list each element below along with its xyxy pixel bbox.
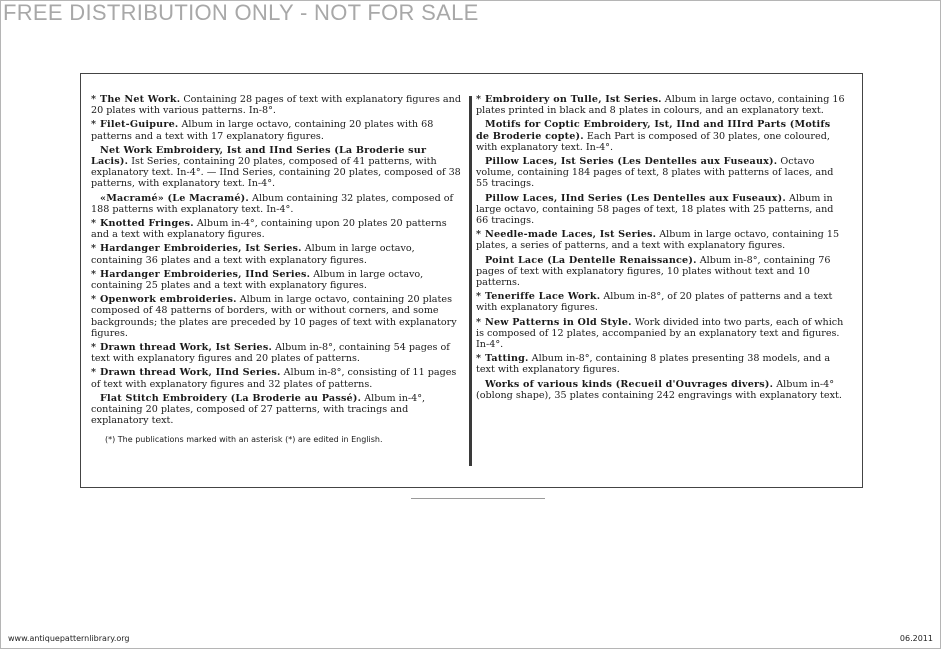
entry-title: The Net Work. (100, 94, 181, 105)
entry-title: Filet-Guipure. (100, 119, 179, 131)
entry-description: Album in large octavo, containing 58 pages of text, 18 plates with 25 patterns, and 66 tracings. (476, 192, 834, 227)
entry-title: Embroidery on Tulle, Ist Series. (485, 94, 662, 105)
catalog-entry (476, 94, 846, 116)
entry-title: Drawn thread Work, Ist Series. (100, 342, 273, 354)
catalog-entry (476, 379, 846, 401)
bottom-rule (411, 498, 545, 499)
entry-description: Album in-8°, consisting of 11 pages of text with explanatory figures and 32 plates of patterns. (91, 367, 457, 390)
left-column (91, 94, 463, 446)
catalog-entry (91, 294, 463, 339)
footer-date: 06.2011 (899, 634, 933, 643)
entry-description: Work divided into two parts, each of which is composed of 12 plates, accompanied by an explanatory text and figures. In-4°. (476, 316, 844, 351)
asterisk-marker: * (91, 218, 97, 230)
catalog-entry (476, 119, 846, 153)
entry-description: Album containing 32 plates, composed of 188 patterns with explanatory text. In-4°. (91, 192, 454, 215)
entry-description: Album in-4°, containing upon 20 plates 20 patterns and a text with explanatory figures. (91, 218, 447, 241)
entry-title: New Patterns in Old Style. (485, 316, 632, 328)
asterisk-marker: * (91, 243, 97, 255)
entry-title: Needle-made Laces, Ist Series. (485, 229, 657, 241)
entry-description: Octavo volume, containing 184 pages of text, 8 plates with patterns of laces, and 55 tracings. (476, 156, 834, 190)
distribution-banner: FREE DISTRIBUTION ONLY - NOT FOR SALE (3, 0, 479, 25)
entry-title: Net Work Embroidery, Ist and IInd Series (La Broderie sur Lacis). (91, 144, 427, 168)
right-column (476, 94, 846, 404)
entry-title: Works of various kinds (Recueil d'Ouvrages divers). (485, 378, 774, 390)
entry-description: Album in-8°, of 20 plates of patterns and a text with explanatory figures. (476, 291, 833, 314)
asterisk-marker: * (91, 119, 97, 131)
entry-description: Album in large octavo, containing 20 plates with 68 patterns and a text with 17 explanatory figures. (91, 119, 434, 142)
entry-description: Album in-8°, containing 76 pages of text with explanatory figures, 10 plates without text and 10 patterns. (476, 254, 831, 289)
asterisk-marker: * (476, 291, 482, 303)
catalog-entry (91, 342, 463, 364)
entry-description: Each Part is composed of 30 plates, one coloured, with explanatory text. In-4°. (476, 130, 830, 153)
asterisk-note: (*) The publications marked with an asterisk (*) are edited in English. (105, 435, 383, 445)
catalog-entry (476, 353, 846, 375)
entry-title: Drawn thread Work, IInd Series. (100, 367, 281, 379)
catalog-entry (91, 193, 463, 215)
entry-description: Album in large octavo, containing 16 plates printed in black and 8 plates in colours, and an explanatory text. (476, 94, 845, 117)
asterisk-marker: * (476, 353, 482, 365)
column-divider (469, 96, 472, 466)
entry-title: Knotted Fringes. (100, 218, 194, 230)
entry-title: Tatting. (485, 353, 529, 365)
catalog-entry (91, 269, 463, 291)
catalog-entry (91, 94, 463, 116)
entry-title: Flat Stitch Embroidery (La Broderie au Passé). (100, 392, 362, 404)
asterisk-marker: * (476, 94, 482, 105)
asterisk-marker: * (476, 229, 482, 241)
catalog-entry (476, 291, 846, 313)
asterisk-marker: * (91, 94, 97, 105)
catalog-entry (476, 156, 846, 190)
entry-title: Openwork embroideries. (100, 294, 237, 306)
catalog-entry (91, 119, 463, 141)
asterisk-marker: * (476, 316, 482, 328)
entry-title: Pillow Laces, IInd Series (Les Dentelles aux Fuseaux). (485, 192, 786, 204)
catalog-entry (476, 193, 846, 227)
entry-description: Album in-8°, containing 54 pages of text with explanatory figures and 20 plates of patterns. (91, 342, 450, 365)
entry-description: Album in large octavo, containing 15 plates, a series of patterns, and a text with explanatory figures. (476, 229, 840, 252)
asterisk-marker: * (91, 294, 97, 306)
catalog-entry (91, 243, 463, 265)
entry-description: Containing 28 pages of text with explanatory figures and 20 plates with various patterns. In-8°. (91, 94, 461, 117)
catalog-entry (91, 367, 463, 389)
entry-description: Album in large octavo, containing 20 plates composed of 48 patterns of borders, with or without corners, and some backgrounds; the plates are preceded by 10 pages of text with explanatory figures. (91, 294, 457, 339)
catalog-entry (91, 393, 463, 427)
catalog-entry (476, 229, 846, 251)
catalog-entry (91, 218, 463, 240)
entry-title: «Macramé» (Le Macramé). (100, 192, 249, 204)
catalog-entry (476, 317, 846, 351)
asterisk-marker: * (91, 367, 97, 379)
footer-url: www.antiquepatternlibrary.org (8, 634, 130, 643)
entry-description: Album in-4°, containing 20 plates, composed of 27 patterns, with tracings and explanatory text. (91, 392, 426, 427)
asterisk-marker: * (91, 268, 97, 280)
entry-description: Ist Series, containing 20 plates, composed of 41 patterns, with explanatory text. In-4°. — IInd Series, containing 20 plates, composed of 38 patterns, with explanatory text. In-4°. (91, 156, 461, 190)
entry-title: Point Lace (La Dentelle Renaissance). (485, 254, 697, 266)
catalog-entry (476, 255, 846, 289)
entry-title: Teneriffe Lace Work. (485, 291, 601, 303)
asterisk-marker: * (91, 342, 97, 354)
entry-title: Pillow Laces, Ist Series (Les Dentelles aux Fuseaux). (485, 156, 778, 168)
catalog-panel (80, 73, 863, 488)
entry-description: Album in-8°, containing 8 plates presenting 38 models, and a text with explanatory figures. (476, 353, 831, 376)
entry-title: Hardanger Embroideries, IInd Series. (100, 268, 311, 280)
entry-title: Hardanger Embroideries, Ist Series. (100, 243, 302, 255)
entry-title: Motifs for Coptic Embroidery, Ist, IInd and IIIrd Parts (Motifs de Broderie copte). (476, 119, 831, 142)
entry-description: Album in-4° (oblong shape), 35 plates containing 242 engravings with explanatory text. (476, 378, 842, 401)
catalog-entry (91, 145, 463, 190)
entry-description: Album in large octavo, containing 36 plates and a text with explanatory figures. (91, 243, 415, 266)
entry-description: Album in large octavo, containing 25 plates and a text with explanatory figures. (91, 268, 424, 292)
